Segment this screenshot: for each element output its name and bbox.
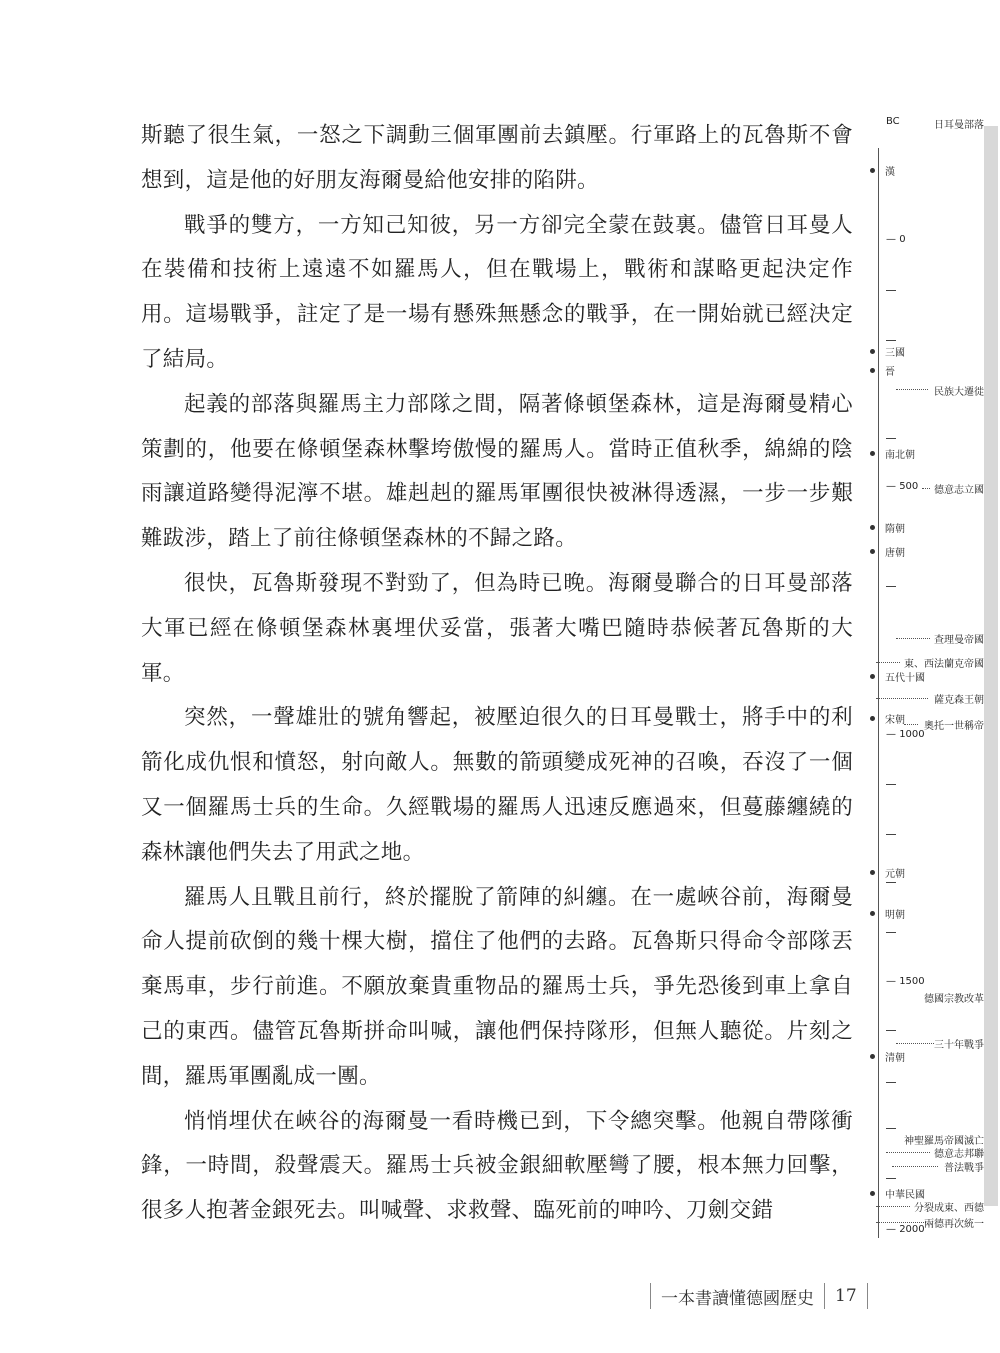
timeline-era: 五代十國 <box>876 669 925 684</box>
paragraph: 斯聽了很生氣，一怒之下調動三個軍團前去鎮壓。行軍路上的瓦魯斯不會想到，這是他的好朋友海爾曼給他安排的陷阱。 <box>141 123 853 193</box>
timeline-event: 普法戰爭 <box>944 1163 984 1174</box>
page-number: 17 <box>835 1286 857 1306</box>
timeline-era: 元朝 <box>876 865 905 880</box>
history-timeline <box>872 108 1000 1243</box>
timeline-event: 日耳曼部落 <box>934 120 984 131</box>
timeline-era: 隋朝 <box>876 520 905 535</box>
timeline-year-value: 500 <box>899 481 919 492</box>
timeline-tick <box>886 290 896 291</box>
paragraph: 戰爭的雙方，一方知己知彼，另一方卻完全蒙在鼓裏。儘管日耳曼人在裝備和技術上遠遠不如羅馬人，但在戰場上，戰術和謀略更起決定作用。這場戰爭，註定了是一場有懸殊無懸念的戰爭，在一開始就已經決定了結局。 <box>141 212 853 372</box>
paragraph: 起義的部落與羅馬主力部隊之間，隔著條頓堡森林，這是海爾曼精心策劃的，他要在條頓堡森林擊垮傲慢的羅馬人。當時正值秋季，綿綿的陰雨讓道路變得泥濘不堪。雄赳赳的羅馬軍團很快被淋得透濕，一步一步艱難跋涉，踏上了前往條頓堡森林的不歸之路。 <box>141 391 853 552</box>
timeline-year-value: 1000 <box>899 729 925 740</box>
timeline-event: 三十年戰爭 <box>934 1040 984 1051</box>
timeline-leader <box>896 389 928 390</box>
paragraph: 羅馬人且戰且前行，終於擺脫了箭陣的糾纏。在一處峽谷前，海爾曼命人提前砍倒的幾十棵大樹，擋住了他們的去路。瓦魯斯只得命令部隊丟棄馬車，步行前進。不願放棄貴重物品的羅馬士兵，爭先恐後到車上拿自己的東西。儘管瓦魯斯拼命叫喊，讓他們保持隊形，但無人聽從。片刻之間，羅馬軍團亂成一團。 <box>141 884 853 1089</box>
timeline-tick <box>886 784 896 785</box>
timeline-year: — 0 <box>886 234 906 245</box>
timeline-year-value: 2000 <box>899 1224 925 1235</box>
timeline-tick <box>886 882 896 883</box>
timeline-leader <box>876 662 900 663</box>
timeline-era: 清朝 <box>876 1049 905 1064</box>
timeline-year: — 1500 <box>886 976 925 987</box>
timeline-tick <box>886 932 896 933</box>
timeline-tick <box>886 1030 896 1031</box>
timeline-event: 德意志邦聯 <box>934 1149 984 1160</box>
timeline-year: — 2000 <box>886 1224 925 1235</box>
timeline-era: 漢 <box>876 163 895 178</box>
timeline-event: 德意志立國 <box>934 485 984 496</box>
timeline-event: 查理曼帝國 <box>934 635 984 646</box>
footer-divider <box>867 1283 868 1309</box>
timeline-year: — 500 <box>886 481 919 492</box>
paragraph: 很快，瓦魯斯發現不對勁了，但為時已晚。海爾曼聯合的日耳曼部落大軍已經在條頓堡森林裏埋伏妥當，張著大嘴巴隨時恭候著瓦魯斯的大軍。 <box>141 570 853 686</box>
timeline-event: 分裂成東、西德 <box>914 1203 984 1214</box>
paragraph: 悄悄埋伏在峽谷的海爾曼一看時機已到，下令總突擊。他親自帶隊衝鋒，一時間，殺聲震天。羅馬士兵被金銀細軟壓彎了腰，根本無力回擊，很多人抱著金銀死去。叫喊聲、求救聲、臨死前的呻吟、刀劍交錯 <box>141 1108 853 1224</box>
footer-divider <box>650 1283 651 1309</box>
timeline-era: 晉 <box>876 363 895 378</box>
footer-divider <box>824 1283 825 1309</box>
paragraph: 突然，一聲雄壯的號角響起，被壓迫很久的日耳曼戰士，將手中的利箭化成仇恨和憤怒，射向敵人。無數的箭頭變成死神的召喚，吞沒了一個又一個羅馬士兵的生命。久經戰場的羅馬人迅速反應過來，但蔓藤纏繞的森林讓他們失去了用武之地。 <box>141 705 853 865</box>
timeline-era: 唐朝 <box>876 544 905 559</box>
timeline-tick <box>886 340 896 341</box>
timeline-year: — 1000 <box>886 729 925 740</box>
timeline-era: 明朝 <box>876 906 905 921</box>
timeline-leader <box>896 638 930 639</box>
timeline-tick <box>886 1178 896 1179</box>
timeline-side-bar <box>984 126 998 1206</box>
timeline-leader <box>876 1222 926 1223</box>
timeline-tick <box>886 1128 896 1129</box>
timeline-event: 德國宗教改革 <box>924 994 984 1005</box>
timeline-leader <box>896 1043 934 1044</box>
timeline-bc-label: BC <box>886 116 900 127</box>
timeline-leader <box>876 1206 910 1207</box>
timeline-event: 東、西法蘭克帝國 <box>904 659 984 670</box>
timeline-tick <box>886 1082 896 1083</box>
timeline-leader <box>886 1152 930 1153</box>
body-text <box>141 114 853 1234</box>
timeline-tick <box>886 586 896 587</box>
book-title: 一本書讀懂德國歷史 <box>661 1288 814 1309</box>
timeline-leader <box>892 1166 938 1167</box>
timeline-axis <box>878 148 879 1238</box>
page-footer <box>640 1280 878 1312</box>
timeline-leader <box>904 724 918 725</box>
timeline-event: 民族大遷徙 <box>934 387 984 398</box>
timeline-event: 神聖羅馬帝國滅亡 <box>904 1136 984 1147</box>
timeline-event: 薩克森王朝 <box>934 695 984 706</box>
timeline-event: 奧托一世稱帝 <box>924 721 984 732</box>
timeline-era: 中華民國 <box>876 1186 925 1201</box>
timeline-year-value: 1500 <box>899 976 925 987</box>
timeline-event: 兩德再次統一 <box>924 1219 984 1230</box>
timeline-era: 宋朝 <box>876 711 905 726</box>
timeline-tick <box>886 834 896 835</box>
timeline-tick <box>886 438 896 439</box>
timeline-year-value: 0 <box>899 234 906 245</box>
timeline-leader <box>922 488 930 489</box>
timeline-era: 南北朝 <box>876 446 915 461</box>
timeline-leader <box>876 698 928 699</box>
timeline-era: 三國 <box>876 344 905 359</box>
